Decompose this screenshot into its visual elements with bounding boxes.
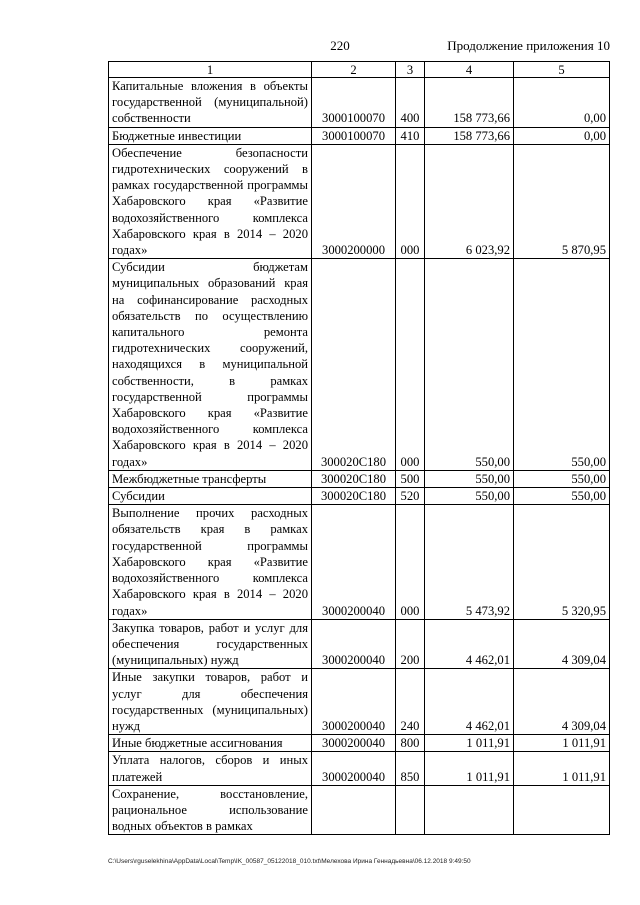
table-row: [109, 470, 610, 487]
row-amount-2: 550,00: [514, 259, 610, 471]
row-amount-2: 5 870,95: [514, 144, 610, 258]
row-amount-1: 1 011,91: [425, 752, 514, 785]
row-expense-kind: 500: [396, 470, 425, 487]
row-amount-2: [514, 785, 610, 835]
row-amount-2: 4 309,04: [514, 669, 610, 735]
row-expense-kind: 000: [396, 259, 425, 471]
row-amount-1: 5 473,92: [425, 505, 514, 619]
table-row: [109, 144, 610, 258]
row-name: Сохранение, восстановление, рациональное использование водных объектов в рамках: [109, 785, 312, 835]
row-amount-1: 4 462,01: [425, 619, 514, 669]
row-expense-kind: 240: [396, 669, 425, 735]
row-amount-2: 5 320,95: [514, 505, 610, 619]
row-amount-2: 550,00: [514, 488, 610, 505]
row-target-code: 300020C180: [312, 259, 396, 471]
row-name: Капитальные вложения в объекты государственной (муниципальной) собственности: [109, 78, 312, 128]
table-row: [109, 505, 610, 619]
footer-file-path: C:\Users\rguselekhina\AppData\Local\Temp\IK_00587_05122018_010.txt\Мелехова Ирина Геннадьевна\06.12.2018 9:49:50: [108, 858, 471, 865]
row-expense-kind: 000: [396, 505, 425, 619]
row-expense-kind: 200: [396, 619, 425, 669]
row-name: Иные бюджетные ассигнования: [109, 735, 312, 752]
row-amount-2: 0,00: [514, 127, 610, 144]
table-row: [109, 785, 610, 835]
row-name: Иные закупки товаров, работ и услуг для обеспечения государственных (муниципальных) нужд: [109, 669, 312, 735]
row-expense-kind: [396, 785, 425, 835]
row-amount-1: 550,00: [425, 488, 514, 505]
row-name: Уплата налогов, сборов и иных платежей: [109, 752, 312, 785]
table-row: [109, 78, 610, 128]
row-amount-2: 0,00: [514, 78, 610, 128]
budget-table: [108, 61, 610, 835]
row-expense-kind: 410: [396, 127, 425, 144]
table-row: [109, 488, 610, 505]
row-target-code: 3000100070: [312, 127, 396, 144]
row-target-code: 3000200040: [312, 669, 396, 735]
row-target-code: 3000100070: [312, 78, 396, 128]
table-row: [109, 619, 610, 669]
row-name: Субсидии: [109, 488, 312, 505]
row-expense-kind: 800: [396, 735, 425, 752]
row-amount-1: [425, 785, 514, 835]
row-amount-2: 1 011,91: [514, 735, 610, 752]
table-row: [109, 127, 610, 144]
row-expense-kind: 520: [396, 488, 425, 505]
column-header-3: 3: [396, 62, 425, 78]
row-amount-1: 158 773,66: [425, 78, 514, 128]
row-amount-1: 4 462,01: [425, 669, 514, 735]
column-header-5: 5: [514, 62, 610, 78]
row-amount-1: 6 023,92: [425, 144, 514, 258]
appendix-continuation-label: Продолжение приложения 10: [447, 38, 610, 53]
row-target-code: 300020C180: [312, 470, 396, 487]
column-header-4: 4: [425, 62, 514, 78]
row-target-code: 3000200040: [312, 505, 396, 619]
row-expense-kind: 000: [396, 144, 425, 258]
row-amount-1: 1 011,91: [425, 735, 514, 752]
row-amount-1: 158 773,66: [425, 127, 514, 144]
column-header-2: 2: [312, 62, 396, 78]
row-target-code: 3000200040: [312, 619, 396, 669]
row-expense-kind: 850: [396, 752, 425, 785]
row-target-code: [312, 785, 396, 835]
row-target-code: 3000200040: [312, 735, 396, 752]
row-name: Обеспечение безопасности гидротехнических сооружений в рамках государственной программы Хабаровского края «Развитие водохозяйственного комплекса Хабаровского края в 2014 – 2020 годах»: [109, 144, 312, 258]
row-expense-kind: 400: [396, 78, 425, 128]
row-name: Межбюджетные трансферты: [109, 470, 312, 487]
table-row: [109, 669, 610, 735]
table-row: [109, 259, 610, 471]
column-numbers-row: [109, 62, 610, 78]
row-amount-1: 550,00: [425, 259, 514, 471]
row-target-code: 300020C180: [312, 488, 396, 505]
row-amount-2: 1 011,91: [514, 752, 610, 785]
row-name: Закупка товаров, работ и услуг для обеспечения государственных (муниципальных) нужд: [109, 619, 312, 669]
row-target-code: 3000200040: [312, 752, 396, 785]
row-name: Бюджетные инвестиции: [109, 127, 312, 144]
row-name: Субсидии бюджетам муниципальных образований края на софинансирование расходных обязательств по осуществлению капитального ремонта гидротехнических сооружений, находящихся в муниципальной собственности, в рамках государственной программы Хабаровского края «Развитие водохозяйственного комплекса Хабаровского края в 2014 – 2020 годах»: [109, 259, 312, 471]
row-name: Выполнение прочих расходных обязательств края в рамках государственной программы Хабаровского края «Развитие водохозяйственного комплекса Хабаровского края в 2014 – 2020 годах»: [109, 505, 312, 619]
table-row: [109, 735, 610, 752]
row-amount-2: 4 309,04: [514, 619, 610, 669]
row-amount-2: 550,00: [514, 470, 610, 487]
table-row: [109, 752, 610, 785]
row-amount-1: 550,00: [425, 470, 514, 487]
column-header-1: 1: [109, 62, 312, 78]
row-target-code: 3000200000: [312, 144, 396, 258]
page-number: 220: [330, 38, 350, 53]
